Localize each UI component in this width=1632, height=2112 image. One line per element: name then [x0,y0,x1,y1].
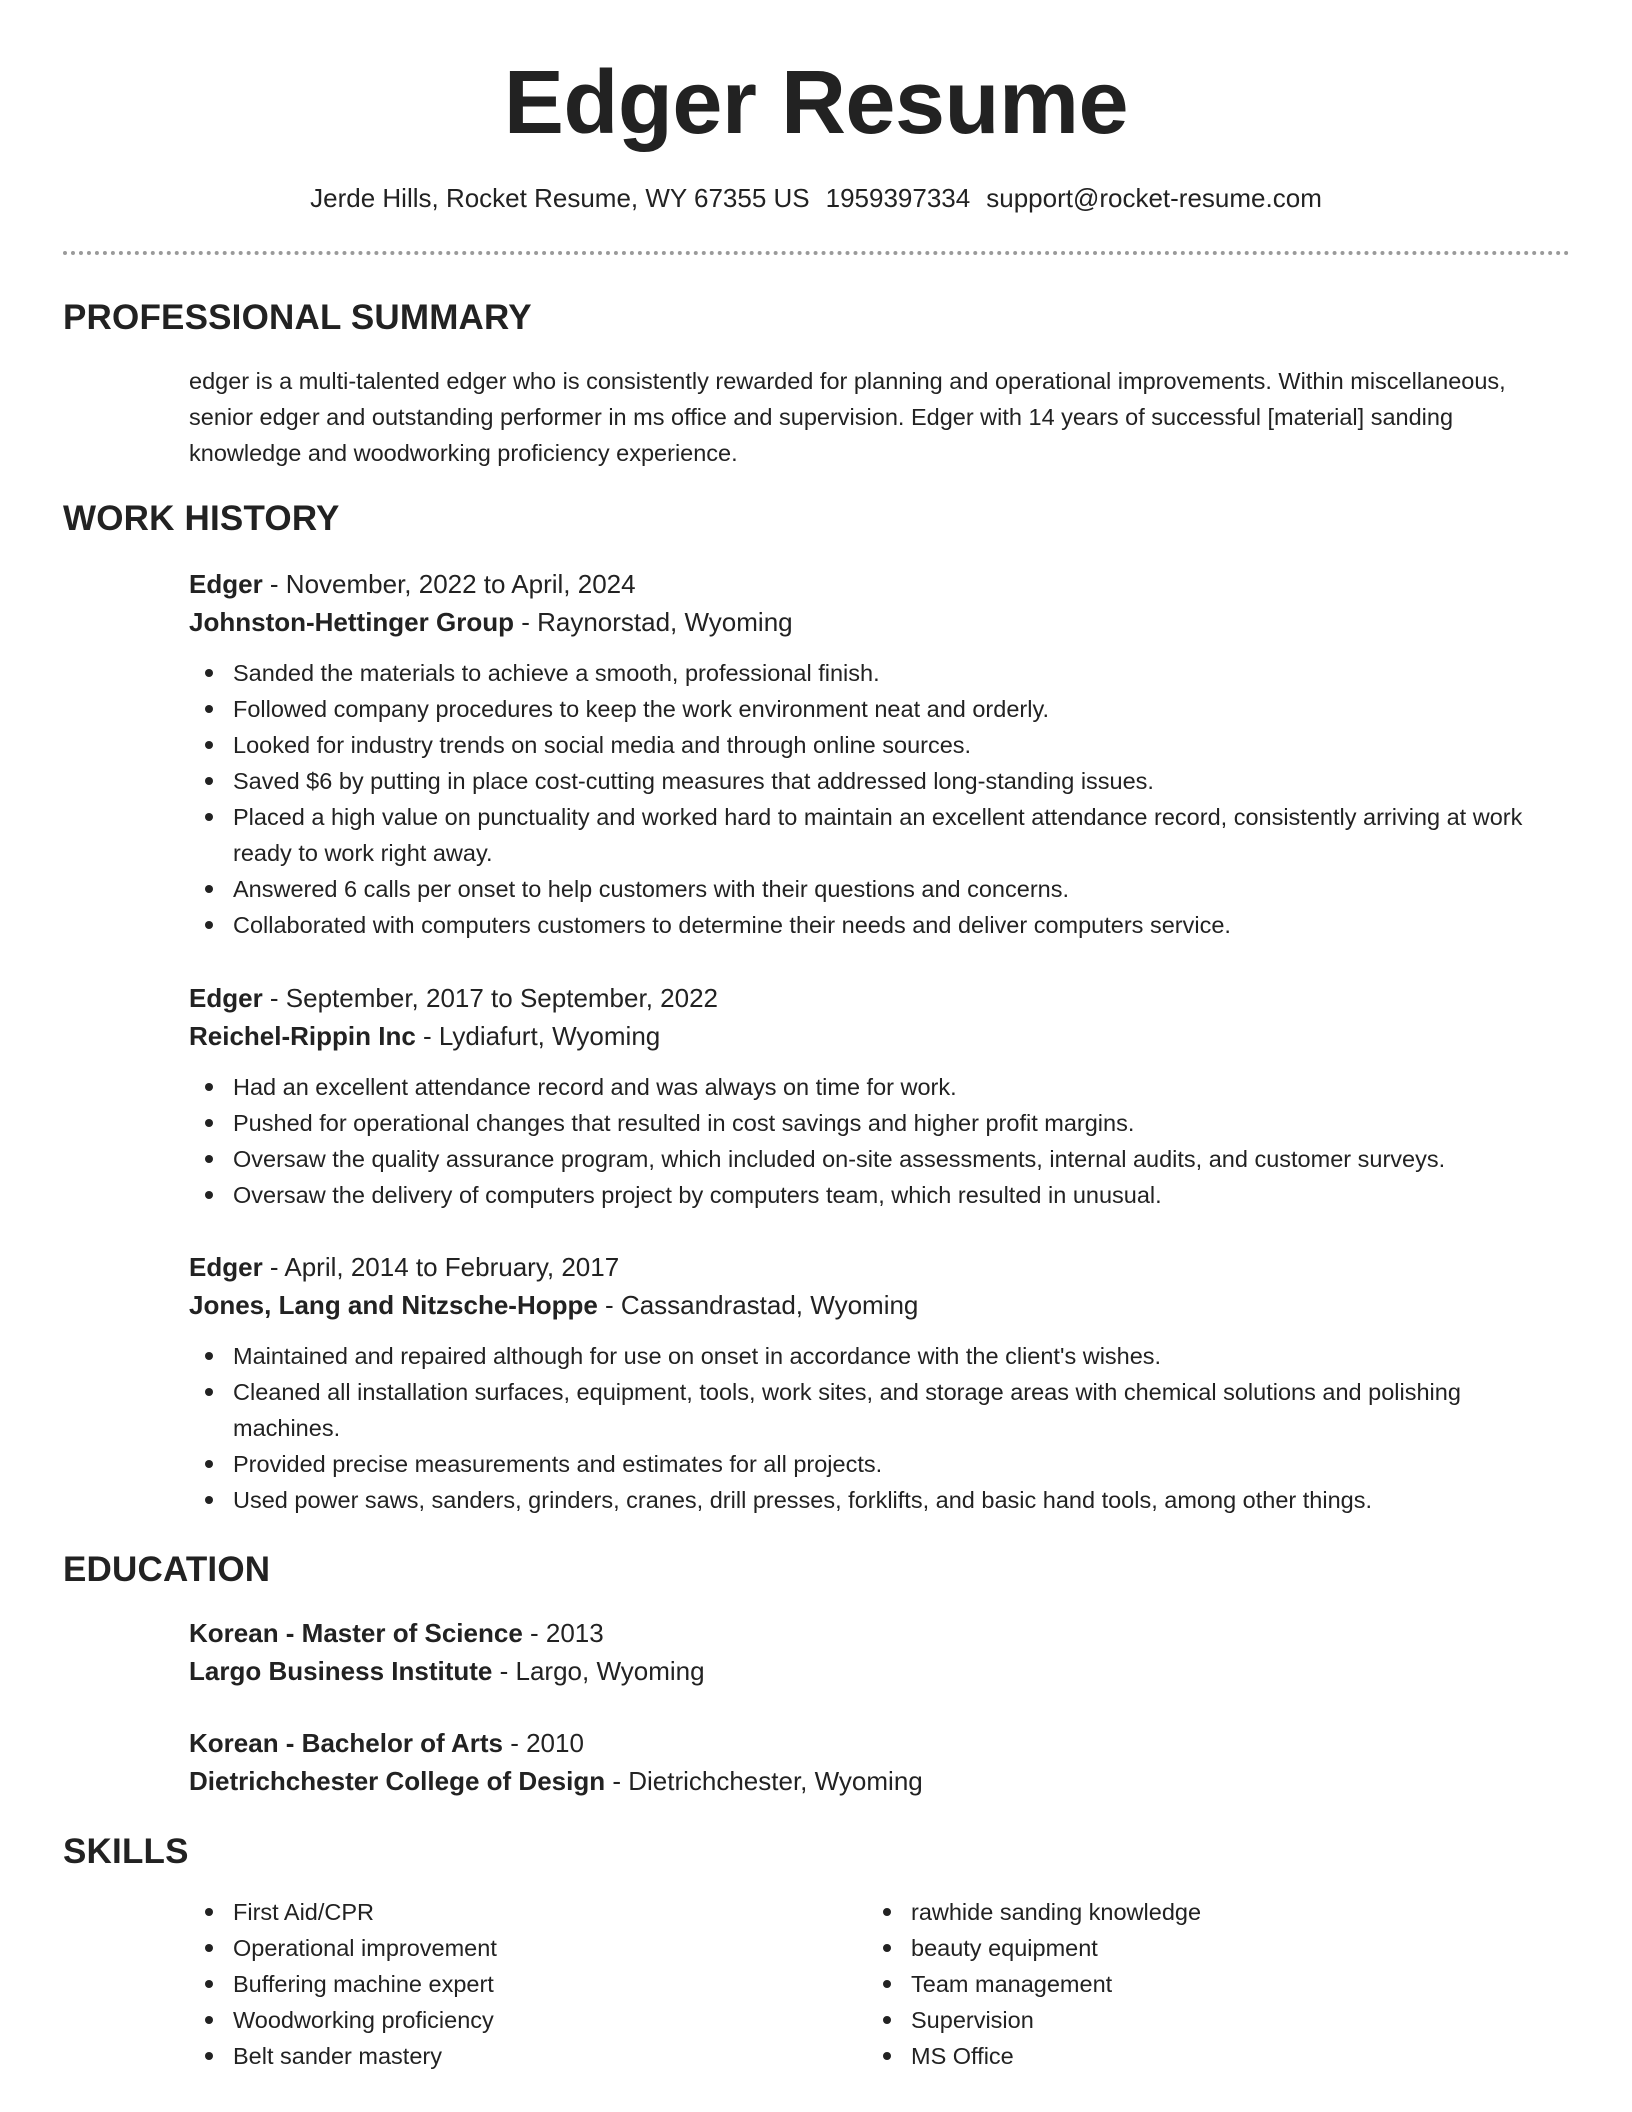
contact-address: Jerde Hills, Rocket Resume, WY 67355 US [310,183,810,213]
skill-item: rawhide sanding knowledge [867,1894,1487,1930]
education-school-line [189,1762,1549,1800]
job-company-line [189,1286,1549,1324]
job-bullet: Looked for industry trends on social media and through online sources. [189,727,1549,763]
education-school: Largo Business Institute [189,1656,493,1686]
skills-list-left [189,1894,809,2074]
job-title-line [189,1248,1549,1286]
contact-email: support@rocket-resume.com [986,183,1322,213]
job-title: Edger [189,983,263,1013]
job-location: - Lydiafurt, Wyoming [415,1021,661,1051]
section-title-summary: PROFESSIONAL SUMMARY [63,298,532,337]
job-bullets [189,655,1549,943]
skill-item: Woodworking proficiency [189,2002,809,2038]
education-year: - 2013 [522,1618,604,1648]
job-bullet: Cleaned all installation surfaces, equipment, tools, work sites, and storage areas with chemical solutions and polishing machines. [189,1374,1549,1446]
job-title: Edger [189,569,263,599]
skills-list-right [867,1894,1487,2074]
skill-item: MS Office [867,2038,1487,2074]
section-title-education: EDUCATION [63,1550,271,1589]
job-bullets [189,1338,1549,1518]
skill-item: First Aid/CPR [189,1894,809,1930]
job-location: - Raynorstad, Wyoming [513,607,793,637]
job-entry [189,565,1549,943]
education-degree: Korean - Master of Science [189,1618,523,1648]
education-degree-line [189,1614,1549,1652]
job-bullet: Oversaw the quality assurance program, which included on-site assessments, internal audits, and customer surveys. [189,1141,1549,1177]
skill-item: Buffering machine expert [189,1966,809,2002]
education-location: - Dietrichchester, Wyoming [605,1766,923,1796]
job-company-line [189,603,1549,641]
job-company-line [189,1017,1549,1055]
education-school: Dietrichchester College of Design [189,1766,606,1796]
job-dates: - April, 2014 to February, 2017 [262,1252,620,1282]
job-bullet: Oversaw the delivery of computers project by computers team, which resulted in unusual. [189,1177,1549,1213]
job-title-line [189,979,1549,1017]
job-title-line [189,565,1549,603]
job-bullets [189,1069,1549,1213]
job-bullet: Placed a high value on punctuality and worked hard to maintain an excellent attendance record, consistently arriving at work ready to work right away. [189,799,1549,871]
contact-line [0,181,1632,215]
education-degree: Korean - Bachelor of Arts [189,1728,503,1758]
resume-name: Edger Resume [503,53,1129,153]
job-bullet: Had an excellent attendance record and was always on time for work. [189,1069,1549,1105]
skill-item: Operational improvement [189,1930,809,1966]
education-location: - Largo, Wyoming [492,1656,705,1686]
section-title-skills: SKILLS [63,1832,189,1871]
header-divider [63,251,1570,255]
job-company: Johnston-Hettinger Group [189,607,514,637]
job-entry [189,979,1549,1213]
education-entry [189,1724,1549,1800]
job-company: Reichel-Rippin Inc [189,1021,416,1051]
job-bullet: Collaborated with computers customers to determine their needs and deliver computers service. [189,907,1549,943]
job-bullet: Sanded the materials to achieve a smooth, professional finish. [189,655,1549,691]
job-bullet: Pushed for operational changes that resulted in cost savings and higher profit margins. [189,1105,1549,1141]
skill-item: beauty equipment [867,1930,1487,1966]
job-dates: - September, 2017 to September, 2022 [262,983,718,1013]
job-entry [189,1248,1549,1518]
job-bullet: Saved $6 by putting in place cost-cutting measures that addressed long-standing issues. [189,763,1549,799]
job-bullet: Maintained and repaired although for use on onset in accordance with the client's wishes. [189,1338,1549,1374]
job-bullet: Followed company procedures to keep the work environment neat and orderly. [189,691,1549,727]
section-title-work: WORK HISTORY [63,499,340,538]
job-bullet: Used power saws, sanders, grinders, cranes, drill presses, forklifts, and basic hand tools, among other things. [189,1482,1549,1518]
skill-item: Belt sander mastery [189,2038,809,2074]
summary-text: edger is a multi-talented edger who is consistently rewarded for planning and operational improvements. Within miscellaneous, senior edger and outstanding performer in ms office and supervision. Edger with 14 years of successful [material] sanding knowledge and woodworking proficiency experience. [189,368,1506,466]
job-location: - Cassandrastad, Wyoming [597,1290,919,1320]
job-dates: - November, 2022 to April, 2024 [262,569,636,599]
job-title: Edger [189,1252,263,1282]
skill-item: Supervision [867,2002,1487,2038]
education-entry [189,1614,1549,1690]
skill-item: Team management [867,1966,1487,2002]
job-bullet: Answered 6 calls per onset to help customers with their questions and concerns. [189,871,1549,907]
education-year: - 2010 [502,1728,584,1758]
education-degree-line [189,1724,1549,1762]
job-company: Jones, Lang and Nitzsche-Hoppe [189,1290,598,1320]
education-school-line [189,1652,1549,1690]
job-bullet: Provided precise measurements and estimates for all projects. [189,1446,1549,1482]
contact-phone: 1959397334 [825,183,971,213]
